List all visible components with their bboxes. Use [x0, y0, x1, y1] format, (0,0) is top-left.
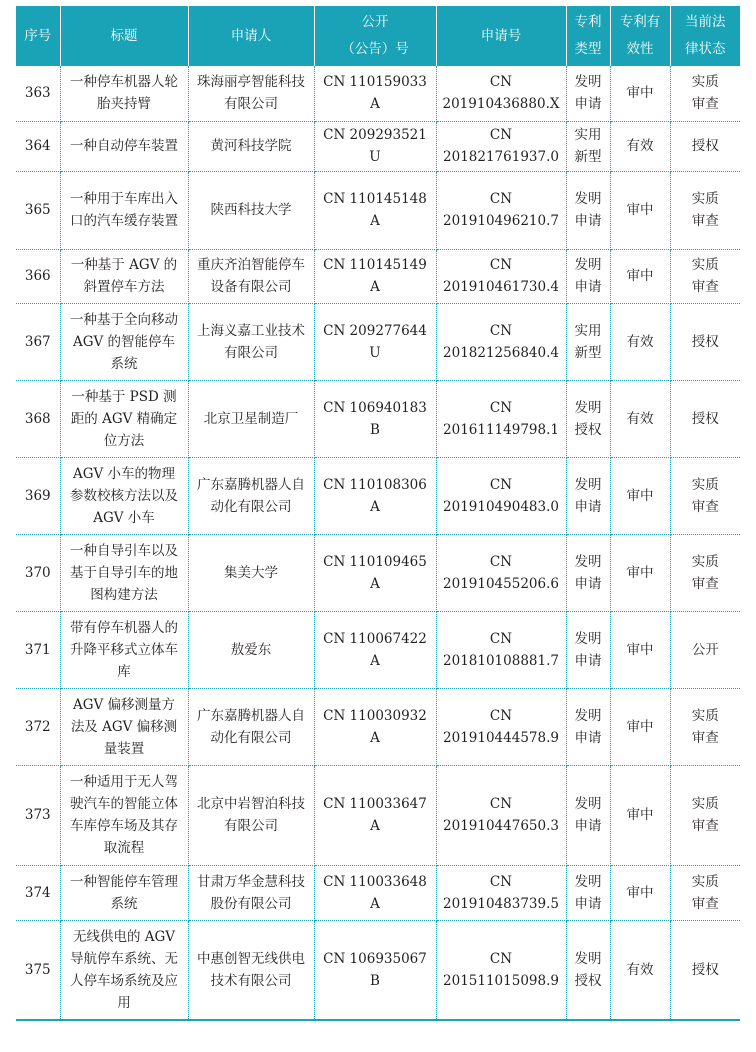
cell-type-line2: 申请: [574, 895, 602, 912]
cell-pub-no: CN 110030932 A: [314, 688, 436, 765]
cell-type: [566, 611, 610, 688]
header-valid-line1: 专利有: [619, 14, 661, 30]
cell-status-line1: 授权: [691, 138, 719, 154]
cell-type-line1: 发明: [574, 707, 602, 724]
cell-type-line2: 授权: [574, 421, 602, 438]
cell-app-no-number: 201910496210.7: [443, 213, 559, 229]
cell-title: 无线供电的 AGV 导航停车系统、无人停车场系统及应用: [60, 920, 188, 1020]
cell-app-no-prefix: CN: [489, 191, 513, 207]
cell-type-line2: 新型: [574, 344, 602, 361]
cell-app-no: [436, 380, 566, 457]
cell-type-line2: 授权: [574, 972, 602, 989]
cell-status-line2: 审查: [691, 213, 719, 229]
cell-validity: 审中: [610, 611, 670, 688]
cell-pub-no: CN 110108306 A: [314, 457, 436, 534]
cell-type-line1: 发明: [574, 399, 602, 416]
cell-type: [566, 249, 610, 303]
cell-app-no-prefix: CN: [489, 399, 513, 416]
cell-title: AGV 小车的物理参数校核方法以及 AGV 小车: [60, 457, 188, 534]
cell-applicant: 中惠创智无线供电技术有限公司: [188, 920, 314, 1020]
table-header: [16, 6, 740, 66]
cell-status: [670, 611, 740, 688]
cell-pub-no: CN 110145149 A: [314, 249, 436, 303]
cell-status-line2: 审查: [691, 575, 719, 592]
cell-validity: 有效: [610, 380, 670, 457]
cell-status: [670, 688, 740, 765]
cell-status-line2: 审查: [691, 729, 719, 746]
cell-status-line1: 实质: [691, 257, 719, 273]
cell-app-no-prefix: CN: [489, 322, 513, 339]
table-row: [16, 121, 740, 171]
cell-type-line2: 申请: [574, 575, 602, 592]
cell-applicant: 甘肃万华金慧科技股份有限公司: [188, 865, 314, 920]
cell-type-line2: 申请: [574, 279, 602, 295]
cell-app-no: [436, 171, 566, 249]
cell-app-no-number: 201810108881.7: [443, 652, 559, 669]
cell-app-no: [436, 66, 566, 121]
cell-type-line2: 申请: [574, 652, 602, 669]
cell-no: 370: [16, 534, 60, 611]
cell-type: [566, 171, 610, 249]
cell-title: AGV 偏移测量方法及 AGV 偏移测量装置: [60, 688, 188, 765]
cell-type-line1: 发明: [574, 476, 602, 493]
cell-app-no-number: 201910461730.4: [443, 279, 559, 295]
cell-title: 一种适用于无人驾驶汽车的智能立体车库停车场及其存取流程: [60, 765, 188, 865]
cell-app-no-prefix: CN: [489, 630, 513, 647]
cell-applicant: 陕西科技大学: [188, 171, 314, 249]
table-row: [16, 688, 740, 765]
cell-no: 372: [16, 688, 60, 765]
header-valid-line2: 效性: [626, 41, 654, 57]
cell-no: 365: [16, 171, 60, 249]
cell-status: [670, 457, 740, 534]
cell-status-line1: 实质: [691, 476, 719, 493]
header-app-no-text: 申请号: [480, 27, 522, 44]
cell-no: 367: [16, 303, 60, 380]
cell-app-no-prefix: CN: [489, 74, 513, 91]
cell-title: 一种智能停车管理系统: [60, 865, 188, 920]
header-no-text: 序号: [24, 27, 52, 44]
cell-validity: 审中: [610, 66, 670, 121]
cell-pub-no: CN 110033647 A: [314, 765, 436, 865]
cell-app-no: [436, 865, 566, 920]
cell-status: [670, 303, 740, 380]
cell-pub-no: CN 110109465 A: [314, 534, 436, 611]
cell-status-line2: 审查: [691, 895, 719, 912]
cell-type: [566, 865, 610, 920]
cell-type: [566, 534, 610, 611]
cell-applicant: 广东嘉腾机器人自动化有限公司: [188, 688, 314, 765]
cell-status-line1: 实质: [691, 873, 719, 890]
cell-app-no-number: 201611149798.1: [443, 421, 559, 438]
table-row: [16, 303, 740, 380]
cell-type-line1: 实用: [574, 322, 602, 339]
header-status-line2: 律状态: [685, 41, 726, 57]
cell-status-line2: 审查: [691, 279, 719, 295]
cell-pub-no: CN 209293521 U: [314, 121, 436, 171]
cell-app-no: [436, 920, 566, 1020]
cell-status-line1: 公开: [691, 641, 719, 658]
cell-app-no: [436, 457, 566, 534]
cell-type-line1: 发明: [574, 257, 602, 273]
cell-app-no: [436, 611, 566, 688]
cell-app-no-number: 201910444578.9: [443, 729, 559, 746]
cell-type-line1: 发明: [574, 873, 602, 890]
table-body: [16, 66, 740, 1020]
cell-pub-no: CN 106940183 B: [314, 380, 436, 457]
cell-applicant: 珠海丽亭智能科技有限公司: [188, 66, 314, 121]
cell-title: 一种自动停车装置: [60, 121, 188, 171]
cell-validity: 审中: [610, 534, 670, 611]
header-title-text: 标题: [110, 27, 138, 44]
cell-type: [566, 920, 610, 1020]
cell-type-line2: 申请: [574, 213, 602, 229]
cell-validity: 审中: [610, 457, 670, 534]
cell-applicant: 集美大学: [188, 534, 314, 611]
cell-status: [670, 171, 740, 249]
cell-applicant: 广东嘉腾机器人自动化有限公司: [188, 457, 314, 534]
cell-type-line2: 申请: [574, 818, 602, 834]
cell-status: [670, 121, 740, 171]
cell-validity: 有效: [610, 920, 670, 1020]
table-row: [16, 380, 740, 457]
cell-app-no: [436, 765, 566, 865]
cell-type: [566, 688, 610, 765]
cell-status-line1: 授权: [691, 410, 719, 427]
cell-type: [566, 121, 610, 171]
cell-status: [670, 765, 740, 865]
header-validity: [610, 6, 670, 66]
cell-app-no-prefix: CN: [489, 950, 513, 967]
cell-app-no: [436, 121, 566, 171]
header-type-line2: 类型: [574, 41, 602, 57]
header-pub-line2: （公告）号: [341, 41, 409, 57]
table-row: [16, 534, 740, 611]
cell-pub-no: CN 110159033 A: [314, 66, 436, 121]
cell-app-no-number: 201910436880.X: [442, 96, 560, 113]
cell-type-line2: 申请: [574, 729, 602, 746]
cell-pub-no: CN 106935067 B: [314, 920, 436, 1020]
table-row: [16, 249, 740, 303]
cell-validity: 审中: [610, 765, 670, 865]
cell-app-no-prefix: CN: [489, 796, 513, 812]
patent-table: [16, 6, 740, 1021]
cell-title: 带有停车机器人的升降平移式立体车库: [60, 611, 188, 688]
cell-type-line1: 发明: [574, 630, 602, 647]
cell-status-line1: 授权: [691, 333, 719, 350]
cell-no: 371: [16, 611, 60, 688]
header-app-no: [436, 6, 566, 66]
cell-app-no-number: 201511015098.9: [443, 972, 559, 989]
table-row: [16, 457, 740, 534]
cell-no: 363: [16, 66, 60, 121]
cell-app-no-number: 201910447650.3: [443, 818, 559, 834]
table-row: [16, 171, 740, 249]
cell-status-line1: 实质: [691, 707, 719, 724]
cell-type-line1: 发明: [574, 553, 602, 570]
cell-validity: 有效: [610, 121, 670, 171]
cell-type-line1: 发明: [574, 74, 602, 91]
cell-app-no-number: 201910455206.6: [443, 575, 559, 592]
cell-applicant: 北京卫星制造厂: [188, 380, 314, 457]
cell-validity: 有效: [610, 303, 670, 380]
cell-title: 一种基于 PSD 测距的 AGV 精确定位方法: [60, 380, 188, 457]
cell-app-no-prefix: CN: [489, 476, 513, 493]
header-row: [16, 6, 740, 66]
cell-no: 364: [16, 121, 60, 171]
cell-status: [670, 920, 740, 1020]
cell-title: 一种自导引车以及基于自导引车的地图构建方法: [60, 534, 188, 611]
cell-type: [566, 457, 610, 534]
cell-type-line1: 发明: [574, 191, 602, 207]
cell-app-no-prefix: CN: [489, 873, 513, 890]
cell-title: 一种基于 AGV 的斜置停车方法: [60, 249, 188, 303]
cell-applicant: 重庆齐泊智能停车设备有限公司: [188, 249, 314, 303]
table-row: [16, 765, 740, 865]
cell-status: [670, 534, 740, 611]
cell-applicant: 上海义嘉工业技术有限公司: [188, 303, 314, 380]
cell-type: [566, 66, 610, 121]
header-status: [670, 6, 740, 66]
cell-type-line1: 实用: [574, 127, 602, 143]
cell-validity: 审中: [610, 688, 670, 765]
cell-type-line2: 申请: [574, 498, 602, 515]
cell-app-no: [436, 303, 566, 380]
cell-app-no-number: 201910483739.5: [443, 895, 559, 912]
cell-applicant: 敖爱东: [188, 611, 314, 688]
cell-app-no-prefix: CN: [489, 707, 513, 724]
cell-pub-no: CN 110033648 A: [314, 865, 436, 920]
cell-applicant: 黄河科技学院: [188, 121, 314, 171]
cell-status-line2: 审查: [691, 96, 719, 113]
cell-status: [670, 66, 740, 121]
cell-app-no-prefix: CN: [489, 127, 513, 143]
header-pub-no: [314, 6, 436, 66]
cell-title: 一种基于全向移动 AGV 的智能停车系统: [60, 303, 188, 380]
cell-status-line2: 审查: [691, 818, 719, 834]
cell-app-no: [436, 688, 566, 765]
cell-no: 374: [16, 865, 60, 920]
table-row: [16, 865, 740, 920]
cell-validity: 审中: [610, 249, 670, 303]
cell-type: [566, 380, 610, 457]
cell-status-line1: 实质: [691, 191, 719, 207]
table-row: [16, 66, 740, 121]
cell-app-no-prefix: CN: [489, 553, 513, 570]
cell-status: [670, 249, 740, 303]
header-no: [16, 6, 60, 66]
cell-no: 368: [16, 380, 60, 457]
header-type: [566, 6, 610, 66]
header-applicant: [188, 6, 314, 66]
header-type-line1: 专利: [574, 14, 602, 30]
cell-app-no-number: 201910490483.0: [443, 498, 559, 515]
cell-validity: 审中: [610, 171, 670, 249]
cell-type-line2: 新型: [574, 149, 602, 165]
cell-type: [566, 303, 610, 380]
cell-type-line2: 申请: [574, 96, 602, 113]
cell-no: 366: [16, 249, 60, 303]
cell-title: 一种用于车库出入口的汽车缓存装置: [60, 171, 188, 249]
cell-status-line2: 审查: [691, 498, 719, 515]
cell-status-line1: 实质: [691, 796, 719, 812]
cell-applicant: 北京中岩智泊科技有限公司: [188, 765, 314, 865]
cell-app-no-number: 201821256840.4: [443, 344, 559, 361]
cell-app-no: [436, 534, 566, 611]
cell-pub-no: CN 110145148 A: [314, 171, 436, 249]
cell-title: 一种停车机器人轮胎夹持臂: [60, 66, 188, 121]
header-status-line1: 当前法: [685, 14, 726, 30]
cell-status: [670, 380, 740, 457]
cell-app-no: [436, 249, 566, 303]
header-title: [60, 6, 188, 66]
cell-pub-no: CN 209277644 U: [314, 303, 436, 380]
table-row: [16, 611, 740, 688]
cell-status-line1: 实质: [691, 74, 719, 91]
header-applicant-text: 申请人: [230, 27, 272, 44]
cell-status: [670, 865, 740, 920]
cell-pub-no: CN 110067422 A: [314, 611, 436, 688]
cell-type-line1: 发明: [574, 950, 602, 967]
cell-status-line1: 授权: [691, 961, 719, 978]
cell-type: [566, 765, 610, 865]
cell-validity: 审中: [610, 865, 670, 920]
cell-no: 375: [16, 920, 60, 1020]
patent-table-page: [16, 6, 740, 1021]
header-pub-line1: 公开: [361, 14, 389, 30]
cell-no: 373: [16, 765, 60, 865]
table-row: [16, 920, 740, 1020]
cell-app-no-number: 201821761937.0: [443, 149, 559, 165]
cell-app-no-prefix: CN: [489, 257, 513, 273]
cell-type-line1: 发明: [574, 796, 602, 812]
cell-status-line1: 实质: [691, 553, 719, 570]
cell-no: 369: [16, 457, 60, 534]
